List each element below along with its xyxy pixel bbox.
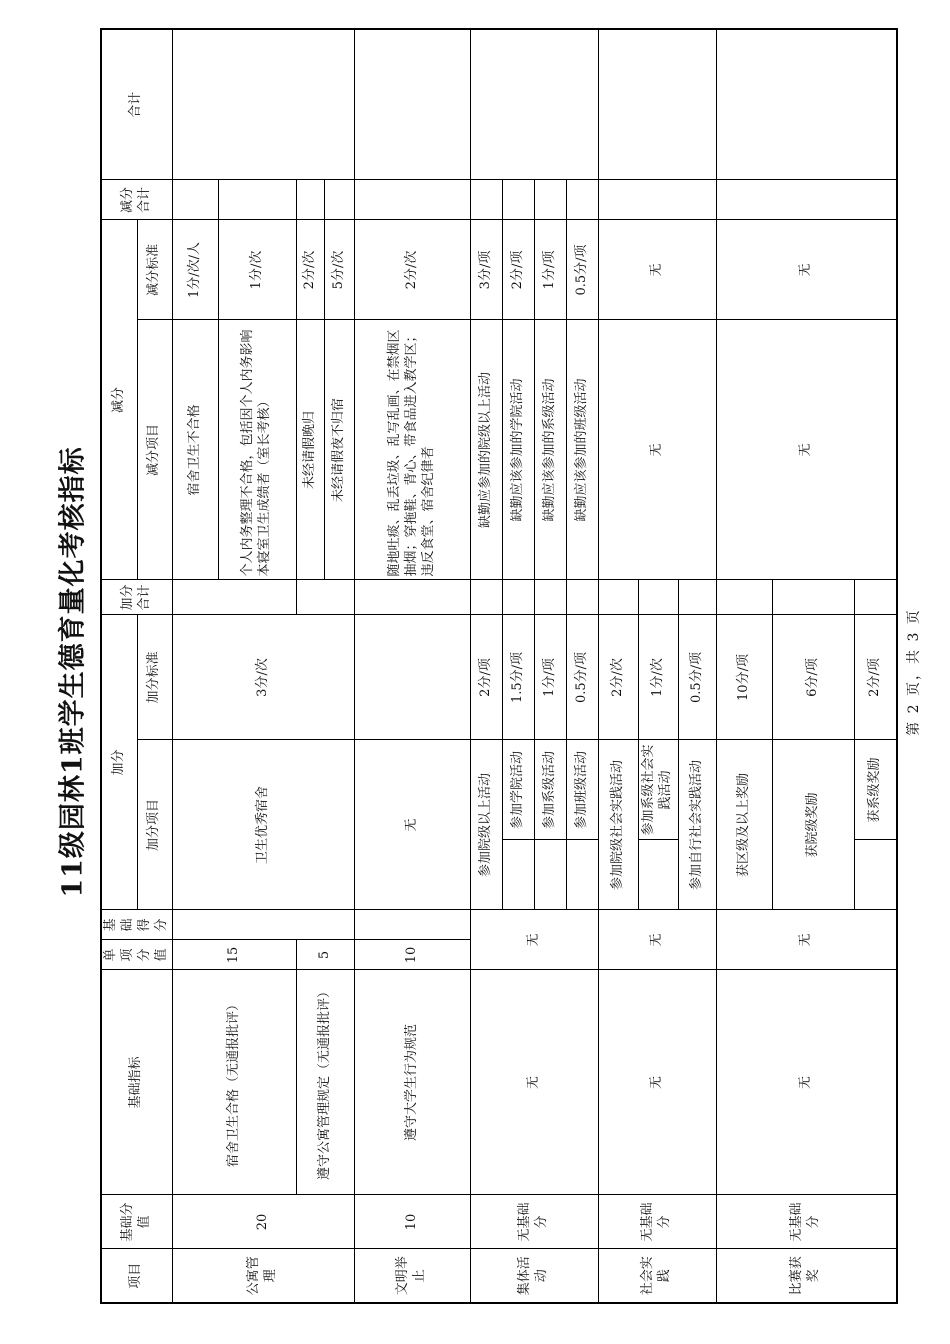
civil-value: 10	[354, 940, 470, 970]
social-base-score: 无基础分	[598, 1195, 716, 1249]
header-deduct-item: 减分项目	[138, 320, 172, 580]
social-deduct-std: 无	[598, 220, 716, 320]
group-add-item-3: 参加系级活动	[534, 740, 566, 840]
social-add-std-3: 0.5分/项	[678, 615, 716, 740]
civil-deduct-std: 2分/次	[354, 220, 470, 320]
dorm-add-total-2	[296, 580, 354, 615]
dorm-total	[172, 29, 354, 180]
group-add-std-3: 1分/项	[534, 615, 566, 740]
header-deduct-std: 减分标准	[138, 220, 172, 320]
dorm-deduct-std-4: 5分/次	[324, 220, 354, 320]
group-deduct-item-2: 缺勤应该参加的学院活动	[502, 320, 534, 580]
contest-add-item-3: 获系级奖励	[854, 740, 897, 840]
group-index: 无	[470, 970, 598, 1195]
dorm-deduct-item-2: 个人内务整理不合格，包括因个人内务影响本寝室卫生成绩者（室长考核）	[218, 320, 296, 580]
dorm-index-2: 遵守公寓管理规定（无通报批评）	[296, 970, 354, 1195]
group-add-item-2: 参加学院活动	[502, 740, 534, 840]
contest-add-std-3: 2分/项	[854, 615, 897, 740]
dorm-deduct-std-1: 1分/次/人	[172, 220, 218, 320]
group-deduct-total-3	[534, 180, 566, 220]
group-add-total-1	[470, 580, 502, 615]
contest-deduct-item: 无	[716, 320, 897, 580]
dorm-deduct-item-3: 未经请假晚归	[296, 320, 324, 580]
group-deduct-std-4: 0.5分/项	[566, 220, 598, 320]
header-single-value: 单项分值	[101, 940, 172, 970]
dorm-deduct-total-2	[218, 180, 296, 220]
social-total	[598, 29, 716, 180]
social-deduct-total	[598, 180, 716, 220]
header-add-total: 加分合计	[101, 580, 172, 615]
section-group-name: 集体活动	[470, 1249, 598, 1303]
civil-deduct-item: 随地吐痰、乱丢垃圾、乱写乱画、在禁烟区抽烟；穿拖鞋、背心、带食品进入教学区；违反食堂、宿舍纪律者	[354, 320, 470, 580]
header-total: 合计	[101, 29, 172, 180]
civil-add-std	[354, 615, 470, 740]
group-add-std-2: 1.5分/项	[502, 615, 534, 740]
civil-index: 遵守大学生行为规范	[354, 970, 470, 1195]
contest-add-total-3	[854, 580, 897, 615]
contest-deduct-std: 无	[716, 220, 897, 320]
section-dorm-name: 公寓管理	[172, 1249, 354, 1303]
contest-add-std-2: 6分/项	[772, 615, 854, 740]
group-add-item-4: 参加班级活动	[566, 740, 598, 840]
civil-base-score: 10	[354, 1195, 470, 1249]
dorm-deduct-item-1: 宿舍卫生不合格	[172, 320, 218, 580]
group-base-score: 无基础分	[470, 1195, 598, 1249]
civil-base-get	[354, 910, 470, 940]
contest-add-total-1	[716, 580, 772, 615]
contest-add-pad-3	[854, 840, 897, 910]
social-value: 无	[598, 910, 716, 970]
social-add-std-1: 2分/次	[598, 615, 638, 740]
civil-total	[354, 29, 470, 180]
table-frame	[100, 30, 890, 1304]
dorm-deduct-total-4	[324, 180, 354, 220]
dorm-add-item: 卫生优秀宿舍	[172, 740, 354, 910]
section-civil-name: 文明举止	[354, 1249, 470, 1303]
header-base-get: 基础得分	[101, 910, 172, 940]
assessment-table	[100, 28, 898, 1304]
contest-deduct-total	[716, 180, 897, 220]
dorm-base-score: 20	[172, 1195, 354, 1249]
contest-total	[716, 29, 897, 180]
header-add: 加分	[101, 615, 138, 910]
contest-add-total-2	[772, 580, 854, 615]
header-item: 项目	[101, 1249, 172, 1303]
dorm-value-1: 15	[172, 940, 296, 970]
page-title-text: 11级园林1班学生德育量化考核指标	[57, 446, 89, 898]
dorm-deduct-std-3: 2分/次	[296, 220, 324, 320]
assessment-table-wrapper	[100, 30, 890, 1304]
group-deduct-std-2: 2分/项	[502, 220, 534, 320]
group-deduct-item-1: 缺勤应参加的院级以上活动	[470, 320, 502, 580]
section-contest-name: 比赛获奖	[716, 1249, 897, 1303]
social-add-pad-2	[638, 840, 678, 910]
contest-add-item-2: 获院级奖励	[772, 740, 854, 910]
dorm-add-total-1	[172, 580, 296, 615]
group-deduct-total-4	[566, 180, 598, 220]
group-deduct-item-4: 缺勤应该参加的班级活动	[566, 320, 598, 580]
dorm-deduct-total-3	[296, 180, 324, 220]
dorm-deduct-item-4: 未经请假夜不归宿	[324, 320, 354, 580]
group-deduct-total-2	[502, 180, 534, 220]
group-add-total-3	[534, 580, 566, 615]
contest-base-score: 无基础分	[716, 1195, 897, 1249]
dorm-index-1: 宿舍卫生合格（无通报批评）	[172, 970, 296, 1195]
contest-add-std-1: 10分/项	[716, 615, 772, 740]
page-number: 第 2 页，共 3 页	[906, 608, 922, 736]
group-value: 无	[470, 910, 598, 970]
header-base-index: 基础指标	[101, 970, 172, 1195]
social-add-std-2: 1分/次	[638, 615, 678, 740]
contest-add-item-1: 获区级及以上奖励	[716, 740, 772, 910]
social-add-total-1	[598, 580, 638, 615]
dorm-value-2: 5	[296, 940, 354, 970]
group-add-pad-2	[502, 840, 534, 910]
header-add-item: 加分项目	[138, 740, 172, 910]
header-deduct: 减分	[101, 220, 138, 580]
group-add-pad-3	[534, 840, 566, 910]
header-add-std: 加分标准	[138, 615, 172, 740]
social-deduct-item: 无	[598, 320, 716, 580]
group-add-total-2	[502, 580, 534, 615]
group-total	[470, 29, 598, 180]
civil-add-total	[354, 580, 470, 615]
social-add-item-1: 参加院级社会实践活动	[598, 740, 638, 910]
section-social-name: 社会实践	[598, 1249, 716, 1303]
group-add-pad-4	[566, 840, 598, 910]
social-add-total-2	[638, 580, 678, 615]
dorm-deduct-total-1	[172, 180, 218, 220]
group-add-std-1: 2分/项	[470, 615, 502, 740]
social-index: 无	[598, 970, 716, 1195]
dorm-add-std: 3分/次	[172, 615, 354, 740]
header-deduct-total: 减分合计	[101, 180, 172, 220]
civil-add-item: 无	[354, 740, 470, 910]
group-add-item-1: 参加院级以上活动	[470, 740, 502, 910]
contest-index: 无	[716, 970, 897, 1195]
civil-deduct-total	[354, 180, 470, 220]
group-deduct-std-1: 3分/项	[470, 220, 502, 320]
group-add-total-4	[566, 580, 598, 615]
group-deduct-total-1	[470, 180, 502, 220]
dorm-deduct-std-2: 1分/次	[218, 220, 296, 320]
header-base-score: 基础分值	[101, 1195, 172, 1249]
group-deduct-item-3: 缺勤应该参加的系级活动	[534, 320, 566, 580]
social-add-item-3: 参加自行社会实践活动	[678, 740, 716, 910]
dorm-base-get	[172, 910, 354, 940]
social-add-item-2: 参加系级社会实践活动	[638, 740, 678, 840]
contest-value: 无	[716, 910, 897, 970]
group-add-std-4: 0.5分/项	[566, 615, 598, 740]
group-deduct-std-3: 1分/项	[534, 220, 566, 320]
social-add-total-3	[678, 580, 716, 615]
